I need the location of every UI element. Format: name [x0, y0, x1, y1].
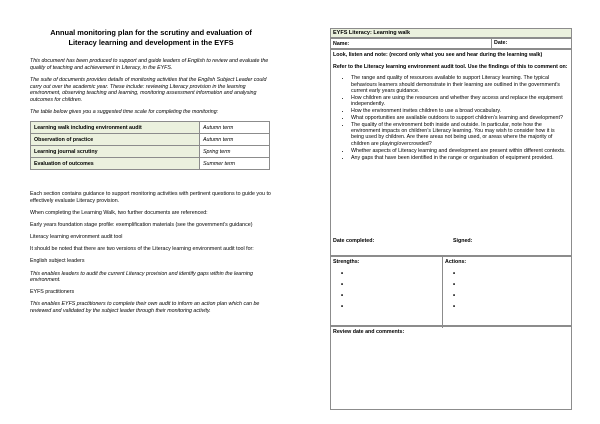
actions-list	[445, 269, 573, 313]
look-listen-instruction: Look, listen and note: (record only what you see and hear during the learning walk)	[333, 52, 543, 58]
actions-label: Actions:	[445, 259, 467, 265]
page-title: Annual monitoring plan for the scrutiny and evaluation of Literacy learning and development in the EYFS	[50, 28, 252, 47]
intro-paragraph: This document has been produced to support and guide leaders of English to review and evaluate the quality of teaching and achievement in Literacy, in the EYFS.	[30, 58, 269, 71]
name-field[interactable]: Name:	[333, 41, 350, 47]
actions-column[interactable]	[442, 257, 573, 328]
date-field[interactable]: Date:	[491, 38, 507, 49]
learning-walk-paragraph: When completing the Learning Walk, two further documents are referenced:	[30, 210, 208, 217]
list-item: • How the environment invites children to use a broad vocabulary.	[351, 108, 569, 114]
activity-cell: Learning walk including environment audit	[31, 122, 200, 134]
strengths-actions-section	[330, 256, 572, 326]
list-item: • What opportunities are available outdoors to support children’s learning and development?	[351, 115, 569, 121]
list-item: •	[341, 271, 344, 277]
subject-leaders-heading: English subject leaders	[30, 258, 85, 265]
subject-leaders-description: This enables leaders to audit the current Literacy provision and identify gaps within the learning environment.	[30, 270, 253, 284]
strengths-label: Strengths:	[333, 259, 360, 265]
eyfs-profile-reference: Early years foundation stage profile: exemplification materials (see the government’s guidance)	[30, 222, 253, 229]
name-date-row	[330, 38, 572, 49]
list-item: •	[453, 304, 456, 310]
list-item: •	[341, 293, 344, 299]
sign-row	[333, 238, 473, 244]
activity-cell: Observation of practice	[31, 134, 200, 146]
list-item: • Any gaps that have been identified in the range or organisation of equipment provided.	[351, 155, 569, 161]
activity-cell: Evaluation of outcomes	[31, 158, 200, 170]
guidance-paragraph: Each section contains guidance to support monitoring activities with pertinent questions to guide you to effectively evaluate Literacy provision.	[30, 191, 271, 204]
review-label: Review date and comments:	[333, 329, 405, 335]
form-header: EYFS Literacy: Learning walk	[330, 28, 572, 38]
practitioners-description: This enables EYFS practitioners to complete their own audit to inform an action plan which can be reviewed and validated by the subject leader through their monitoring activity.	[30, 301, 260, 315]
strengths-list	[333, 269, 443, 313]
term-cell: Autumn term	[200, 122, 270, 134]
table-intro: The table below gives you a suggested time scale for completing the monitoring:	[30, 109, 219, 116]
table-row	[31, 146, 270, 158]
list-item: •	[453, 293, 456, 299]
list-item: •	[341, 282, 344, 288]
table-row	[31, 122, 270, 134]
list-item: •	[453, 271, 456, 277]
observation-section[interactable]	[330, 49, 572, 256]
review-section[interactable]	[330, 326, 572, 410]
table-row	[31, 134, 270, 146]
signed-field[interactable]: Signed:	[453, 238, 473, 244]
list-item: •	[341, 304, 344, 310]
schedule-table	[30, 121, 270, 170]
list-item: • How children are using the resources and whether they access and replace the equipment independently.	[351, 95, 569, 108]
comment-list	[333, 75, 569, 160]
list-item: • The range and quality of resources available to support Literacy learning. The typical behaviours learners should demonstrate in their learning are outlined in the government’s current early years guidance.	[351, 75, 569, 94]
list-item: •	[453, 282, 456, 288]
term-cell: Summer term	[200, 158, 270, 170]
table-row	[31, 158, 270, 170]
list-item: • Whether aspects of Literacy learning and development are present within different contexts.	[351, 148, 569, 154]
term-cell: Spring term	[200, 146, 270, 158]
versions-paragraph: It should be noted that there are two versions of the Literacy learning environment audit tool for:	[30, 246, 254, 253]
activity-cell: Learning journal scrutiny	[31, 146, 200, 158]
practitioners-heading: EYFS practitioners	[30, 289, 75, 296]
audit-tool-reference: Literacy learning environment audit tool	[30, 234, 123, 241]
date-completed-field[interactable]: Date completed:	[333, 238, 375, 244]
strengths-column[interactable]	[331, 257, 443, 328]
audit-tool-instruction: Refer to the Literacy learning environment audit tool. Use the findings of this to comment on:	[333, 63, 568, 70]
suite-paragraph: The suite of documents provides details of monitoring activities that the English Subject Leader could carry out over the academic year. These include: reviewing Literacy provision in the learning environment, observing teaching and learning, monitoring assessment information and analysing outcomes for children.	[30, 76, 267, 104]
list-item: • The quality of the environment both inside and outside. In particular, note how the environment impacts on children’s Literacy learning. You may wish to consider how it is being used by children. Are there areas not being used, or areas where the majority of children are playing/overcrowded?	[351, 122, 569, 147]
term-cell: Autumn term	[200, 134, 270, 146]
